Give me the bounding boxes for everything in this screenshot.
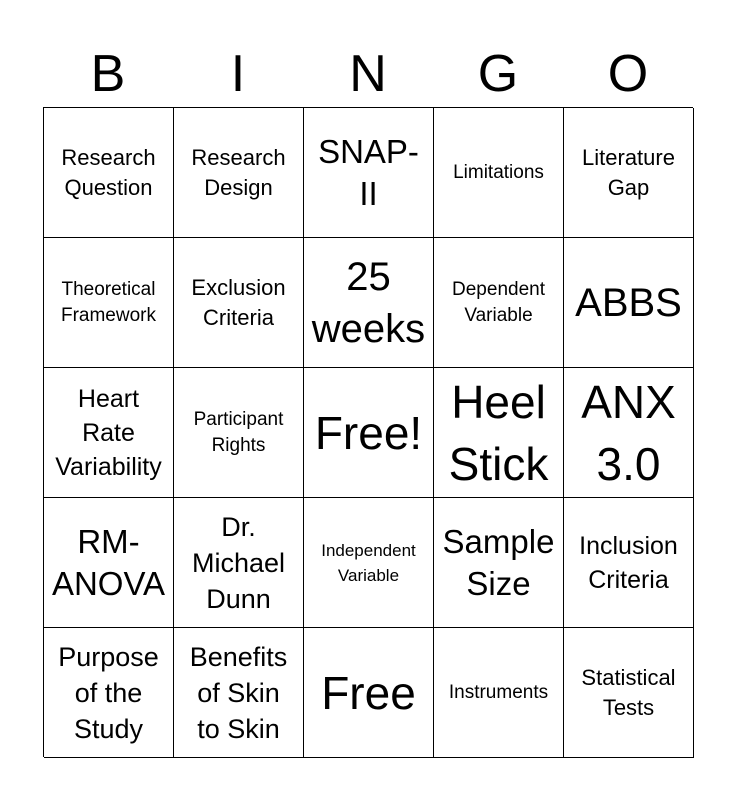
cell-text: Literature Gap <box>582 144 675 200</box>
bingo-cell[interactable] <box>564 368 694 498</box>
bingo-cell[interactable] <box>434 108 564 238</box>
cell-text: Free <box>321 666 416 719</box>
bingo-cell[interactable] <box>434 238 564 368</box>
bingo-cell[interactable] <box>564 108 694 238</box>
cell-text: Instruments <box>448 681 549 703</box>
bingo-cell[interactable] <box>304 108 434 238</box>
cell-text: Research Question <box>61 144 156 200</box>
bingo-cell[interactable] <box>44 368 174 498</box>
bingo-cell[interactable] <box>564 498 694 628</box>
bingo-cell[interactable] <box>44 108 174 238</box>
bingo-cell[interactable] <box>44 498 174 628</box>
bingo-cell[interactable] <box>174 108 304 238</box>
bingo-cell[interactable] <box>304 238 434 368</box>
header-letter-b: B <box>90 45 126 103</box>
bingo-cell[interactable] <box>304 498 434 628</box>
cell-text: RM- ANOVA <box>51 522 166 602</box>
header-letter-o: O <box>607 45 649 103</box>
bingo-cell[interactable] <box>564 238 694 368</box>
cell-text: Theoretical Framework <box>60 278 156 326</box>
cell-text: Independent Variable <box>321 540 416 585</box>
cell-text: Dr. Michael Dunn <box>191 511 286 614</box>
cell-text: Free! <box>314 406 423 459</box>
header-letter-i: I <box>230 45 246 103</box>
header-letter-n: N <box>349 45 387 103</box>
bingo-header <box>43 40 693 108</box>
bingo-cell[interactable] <box>434 368 564 498</box>
cell-text: Research Design <box>191 144 286 200</box>
bingo-cell[interactable] <box>174 628 304 758</box>
cell-text: Heel Stick <box>448 375 549 490</box>
cell-text: 25 weeks <box>311 254 426 351</box>
cell-text: Benefits of Skin to Skin <box>189 641 288 744</box>
bingo-cell[interactable] <box>434 628 564 758</box>
bingo-cell[interactable] <box>564 628 694 758</box>
cell-text: Participant Rights <box>193 408 284 456</box>
bingo-cell[interactable] <box>174 368 304 498</box>
bingo-cell[interactable] <box>44 238 174 368</box>
cell-text: Limitations <box>453 161 544 183</box>
cell-text: Exclusion Criteria <box>191 274 286 330</box>
header-letter-g: G <box>477 45 519 103</box>
cell-text: ABBS <box>575 280 682 325</box>
cell-text: Dependent Variable <box>452 278 545 326</box>
free-space[interactable] <box>304 628 434 758</box>
cell-text: Sample Size <box>442 522 555 602</box>
bingo-cell[interactable] <box>434 498 564 628</box>
cell-text: ANX 3.0 <box>581 375 676 490</box>
cell-text: Statistical Tests <box>581 664 676 720</box>
bingo-cell[interactable] <box>44 628 174 758</box>
cell-text: Purpose of the Study <box>58 641 159 744</box>
cell-text: SNAP- II <box>318 132 419 212</box>
bingo-cell[interactable] <box>174 498 304 628</box>
cell-text: Inclusion Criteria <box>579 531 678 594</box>
free-space[interactable] <box>304 368 434 498</box>
cell-text: Heart Rate Variability <box>55 384 162 481</box>
bingo-board <box>43 107 693 757</box>
bingo-cell[interactable] <box>174 238 304 368</box>
